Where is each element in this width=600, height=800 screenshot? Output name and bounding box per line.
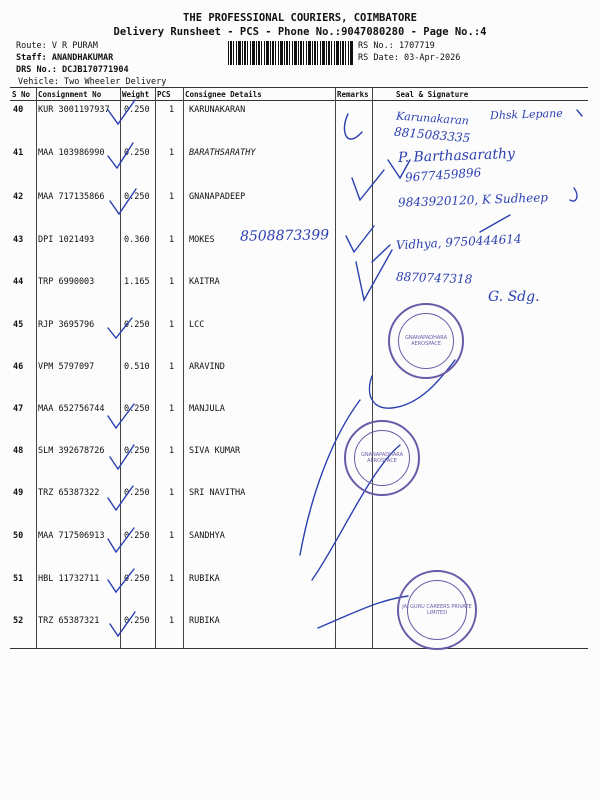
- handwritten-name: Dhsk Lepane: [489, 106, 563, 123]
- row-pcs: 1: [169, 320, 175, 330]
- col-header-consignment: Consignment No: [38, 90, 102, 99]
- handwritten-name: Vidhya, 9750444614: [395, 231, 522, 253]
- row-consignment-no: TRZ 65387321: [38, 616, 100, 626]
- row-consignee: BARATHSARATHY: [189, 148, 256, 158]
- row-consignment-no: DPI 1021493: [38, 235, 95, 245]
- row-sno: 49: [13, 488, 24, 498]
- company-seal-stamp: [344, 420, 420, 496]
- tick-mark: [110, 445, 134, 469]
- row-consignment-no: MAA 717506913: [38, 531, 105, 541]
- row-sno: 46: [13, 362, 24, 372]
- row-consignee: ARAVIND: [189, 362, 225, 372]
- row-sno: 47: [13, 404, 24, 414]
- row-consignment-no: SLM 392678726: [38, 446, 105, 456]
- row-pcs: 1: [169, 446, 175, 456]
- col-header-sno: S No: [12, 90, 31, 99]
- remarks-tick: [344, 114, 362, 139]
- row-consignee: GNANAPADEEP: [189, 192, 246, 202]
- remarks-tick: [356, 250, 392, 300]
- row-weight: 0.250: [124, 488, 150, 498]
- row-sno: 40: [13, 105, 24, 115]
- row-consignee: SRI NAVITHA: [189, 488, 246, 498]
- handwritten-phone: 8815083335: [393, 124, 471, 146]
- row-sno: 41: [13, 148, 24, 158]
- handwritten-phone: 9843920120, K Sudheep: [397, 190, 549, 210]
- tick-mark: [108, 143, 133, 168]
- row-weight: 0.250: [124, 616, 150, 626]
- tick-mark: [108, 528, 134, 552]
- row-sno: 52: [13, 616, 24, 626]
- row-sno: 43: [13, 235, 24, 245]
- row-pcs: 1: [169, 404, 175, 414]
- row-consignee: KAITRA: [189, 277, 220, 287]
- row-pcs: 1: [169, 574, 175, 584]
- row-consignment-no: HBL 11732711: [38, 574, 100, 584]
- row-pcs: 1: [169, 362, 175, 372]
- row-consignee: RUBIKA: [189, 616, 220, 626]
- runsheet-subtitle: Delivery Runsheet - PCS - Phone No.:9047080280 - Page No.:4: [113, 26, 487, 38]
- handwritten-name: P. Barthasarathy: [397, 145, 516, 167]
- tick-mark: [108, 569, 134, 592]
- tick-mark: [108, 486, 133, 510]
- row-consignee: LCC: [189, 320, 205, 330]
- remarks-tick: [346, 226, 374, 252]
- col-header-seal-signature: Seal & Signature: [396, 90, 469, 99]
- row-consignment-no: MAA 103986990: [38, 148, 105, 158]
- row-weight: 0.250: [124, 531, 150, 541]
- col-header-pcs: PCS: [157, 90, 171, 99]
- row-consignment-no: VPM 5797097: [38, 362, 95, 372]
- row-sno: 50: [13, 531, 24, 541]
- row-consignment-no: MAA 717135866: [38, 192, 105, 202]
- row-weight: 0.250: [124, 105, 150, 115]
- company-title: THE PROFESSIONAL COURIERS, COIMBATORE: [183, 12, 417, 24]
- handwritten-phone: 8870747318: [395, 269, 473, 287]
- col-header-weight: Weight: [122, 90, 150, 99]
- row-weight: 0.250: [124, 574, 150, 584]
- row-pcs: 1: [169, 616, 175, 626]
- row-consignee: SIVA KUMAR: [189, 446, 241, 456]
- row-consignment-no: RJP 3695796: [38, 320, 95, 330]
- staff-label: Staff: ANANDHAKUMAR: [16, 53, 114, 63]
- row-sno: 51: [13, 574, 24, 584]
- seal-text: GNANAPADHARA AEROSPACE: [360, 452, 404, 465]
- col-header-remarks: Remarks: [337, 90, 369, 99]
- row-pcs: 1: [169, 148, 175, 158]
- signature-stroke: [318, 596, 408, 628]
- row-consignment-no: TRP 6990003: [38, 277, 95, 287]
- row-weight: 0.250: [124, 192, 150, 202]
- row-sno: 42: [13, 192, 24, 202]
- drs-label: DRS No.: DCJB170771904: [16, 65, 129, 75]
- row-consignee: MANJULA: [189, 404, 225, 414]
- row-weight: 0.250: [124, 148, 150, 158]
- seal-text: GNANAPADHARA AEROSPACE: [404, 335, 448, 348]
- col-header-consignee: Consignee Details: [185, 90, 262, 99]
- row-pcs: 1: [169, 235, 175, 245]
- row-weight: 0.360: [124, 235, 150, 245]
- tick-mark: [110, 612, 135, 636]
- row-weight: 0.510: [124, 362, 150, 372]
- remarks-tick: [352, 170, 384, 200]
- route-label: Route: V R PURAM: [16, 41, 98, 51]
- row-pcs: 1: [169, 277, 175, 287]
- handwritten-signature: G. Sdg.: [488, 289, 540, 305]
- rs-number: RS No.: 1707719: [358, 41, 435, 51]
- row-consignee: SANDHYA: [189, 531, 225, 541]
- row-consignee: RUBIKA: [189, 574, 220, 584]
- row-pcs: 1: [169, 488, 175, 498]
- vehicle-label: Vehicle: Two Wheeler Delivery: [18, 77, 167, 87]
- row-pcs: 1: [169, 192, 175, 202]
- tick-mark: [108, 404, 134, 428]
- row-consignee: MOKES: [189, 235, 215, 245]
- signature-stroke: [577, 110, 582, 116]
- row-consignee: KARUNAKARAN: [189, 105, 246, 115]
- row-sno: 45: [13, 320, 24, 330]
- row-pcs: 1: [169, 105, 175, 115]
- tick-mark: [108, 318, 132, 338]
- tick-mark: [108, 100, 135, 124]
- row-consignment-no: TRZ 65387322: [38, 488, 100, 498]
- handwritten-name: Karunakaran: [395, 109, 470, 128]
- company-seal-stamp: [388, 303, 464, 379]
- row-consignment-no: KUR 3001197937: [38, 105, 110, 115]
- tick-mark: [110, 189, 136, 214]
- seal-text: JAI GURU CAREERS PRIVATE LIMITED: [402, 603, 472, 616]
- company-seal-stamp: [397, 570, 477, 650]
- signature-stroke: [570, 188, 577, 201]
- row-sno: 44: [13, 277, 24, 287]
- handwritten-phone: 8508873399: [239, 227, 330, 245]
- signature-stroke: [480, 215, 510, 232]
- rs-date: RS Date: 03-Apr-2026: [358, 53, 461, 63]
- row-weight: 0.250: [124, 404, 150, 414]
- row-weight: 0.250: [124, 446, 150, 456]
- row-consignment-no: MAA 652756744: [38, 404, 105, 414]
- row-weight: 0.250: [124, 320, 150, 330]
- handwritten-phone: 9677459896: [404, 165, 482, 185]
- row-weight: 1.165: [124, 277, 150, 287]
- row-sno: 48: [13, 446, 24, 456]
- row-pcs: 1: [169, 531, 175, 541]
